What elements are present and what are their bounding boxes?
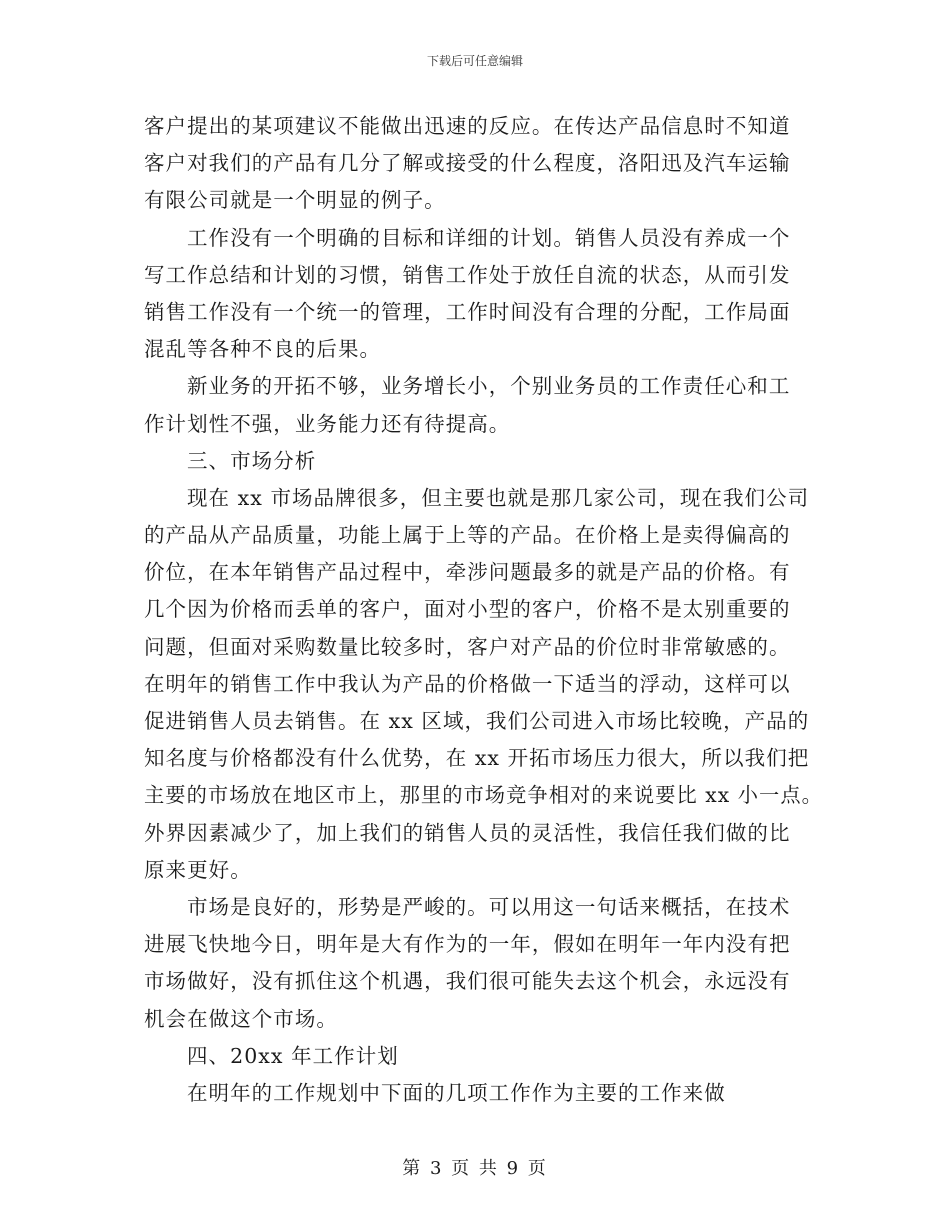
text-line: 主要的市场放在地区市上，那里的市场竞争相对的来说要比 xx 小一点。 (144, 783, 823, 808)
text-line: 销售工作没有一个统一的管理，工作时间没有合理的分配，工作局面 (144, 299, 791, 324)
text-line: 外界因素减少了，加上我们的销售人员的灵活性，我信任我们做的比 (144, 820, 791, 845)
text-line: 客户提出的某项建议不能做出迅速的反应。在传达产品信息时不知道 (144, 114, 791, 138)
text-line: 的产品从产品质量，功能上属于上等的产品。在价格上是卖得偏高的 (144, 523, 791, 548)
text-line: 进展飞快地今日，明年是大有作为的一年，假如在明年一年内没有把 (144, 932, 791, 957)
text-line: 原来更好。 (144, 857, 252, 882)
text-line: 现在 xx 市场品牌很多，但主要也就是那几家公司，现在我们公司 (187, 485, 810, 510)
document-body (144, 108, 824, 1112)
text-line: 在明年的工作规划中下面的几项工作作为主要的工作来做 (187, 1080, 726, 1105)
text-line: 工作没有一个明确的目标和详细的计划。销售人员没有养成一个 (187, 225, 791, 250)
text-line: 三、市场分析 (187, 448, 317, 473)
text-line: 有限公司就是一个明显的例子。 (144, 188, 446, 213)
text-line: 客户对我们的产品有几分了解或接受的什么程度，洛阳迅及汽车运输 (144, 151, 791, 176)
text-line: 四、20xx 年工作计划 (187, 1043, 399, 1068)
text-line: 几个因为价格而丢单的客户，面对小型的客户，价格不是太别重要的 (144, 597, 791, 622)
text-line: 作计划性不强，业务能力还有待提高。 (144, 411, 511, 436)
text-line: 市场是良好的，形势是严峻的。可以用这一句话来概括，在技术 (187, 894, 791, 919)
text-line: 写工作总结和计划的习惯，销售工作处于放任自流的状态，从而引发 (144, 262, 791, 287)
text-line: 市场做好，没有抓住这个机遇，我们很可能失去这个机会，永远没有 (144, 969, 791, 994)
text-line: 在明年的销售工作中我认为产品的价格做一下适当的浮动，这样可以 (144, 671, 791, 696)
page-header: 下载后可任意编辑 (426, 54, 523, 68)
text-line: 促进销售人员去销售。在 xx 区域，我们公司进入市场比较晚，产品的 (144, 709, 810, 733)
page-footer: 第 3 页 共 9 页 (402, 1158, 548, 1179)
text-line: 价位，在本年销售产品过程中，牵涉问题最多的就是产品的价格。有 (144, 560, 791, 585)
text-line: 问题，但面对采购数量比较多时，客户对产品的价位时非常敏感的。 (144, 634, 791, 659)
text-line: 新业务的开拓不够，业务增长小，个别业务员的工作责任心和工 (187, 374, 791, 399)
text-line: 机会在做这个市场。 (144, 1006, 338, 1031)
text-line: 知名度与价格都没有什么优势，在 xx 开拓市场压力很大，所以我们把 (144, 746, 810, 771)
text-line: 混乱等各种不良的后果。 (144, 337, 382, 362)
